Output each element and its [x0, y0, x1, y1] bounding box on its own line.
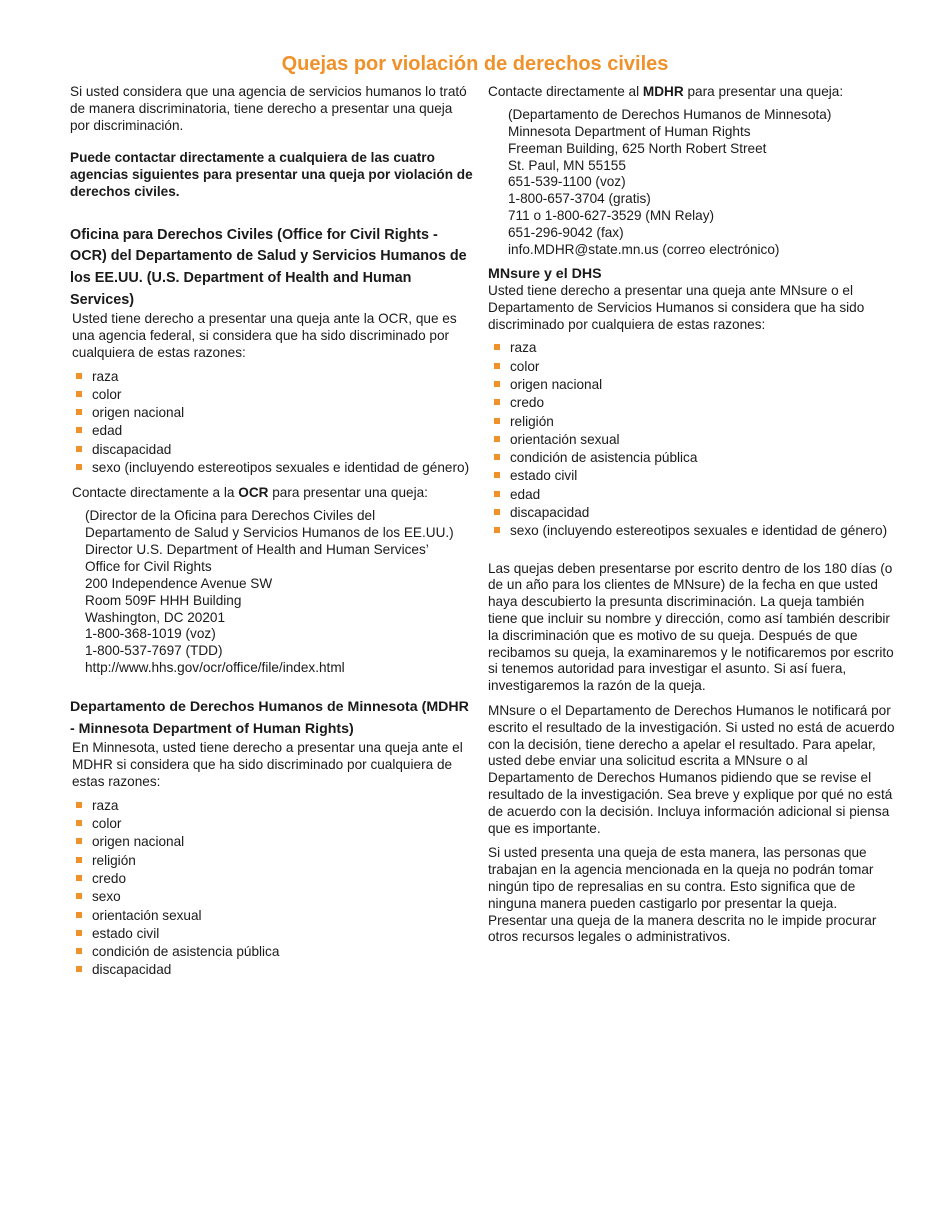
- list-item: [76, 888, 475, 906]
- list-item: [494, 339, 896, 357]
- list-item: [494, 413, 896, 431]
- list-item: [76, 368, 475, 386]
- bullet-square-icon: [76, 912, 82, 918]
- bullet-square-icon: [76, 446, 82, 452]
- bullet-square-icon: [76, 464, 82, 470]
- bullet-square-icon: [494, 527, 500, 533]
- bullet-square-icon: [76, 857, 82, 863]
- list-item: [76, 404, 475, 422]
- address-line: 651-539-1100 (voz): [508, 174, 626, 190]
- bullet-square-icon: [494, 509, 500, 515]
- mnsure-body: Usted tiene derecho a presentar una queja ante MNsure o el Departamento de Servicios Humanos si considera que ha sido discriminado por cualquiera de estas razones:: [488, 282, 865, 332]
- list-item: [76, 961, 475, 979]
- ocr-heading: Oficina para Derechos Civiles (Office for Civil Rights - OCR) del Departamento de Salud y Servicios Humanos de los EE.UU. (U.S. Department of Health and Human Services): [70, 226, 467, 308]
- bullet-square-icon: [494, 381, 500, 387]
- list-item-text: color: [92, 816, 122, 832]
- mdhr-body: En Minnesota, usted tiene derecho a presentar una queja ante el MDHR si considera que ha sido discriminado por cualquiera de estas razones:: [72, 740, 463, 789]
- bullet-square-icon: [76, 966, 82, 972]
- bullet-square-icon: [76, 427, 82, 433]
- list-item-text: estado civil: [92, 925, 160, 941]
- address-line: (Departamento de Derechos Humanos de Minnesota): [508, 106, 832, 122]
- bullet-square-icon: [494, 418, 500, 424]
- list-item-text: origen nacional: [510, 376, 603, 392]
- mdhr-contact-line: [488, 84, 896, 101]
- list-item-text: credo: [510, 395, 545, 411]
- intro-paragraph: Si usted considera que una agencia de servicios humanos lo trató de manera discriminatoria, tiene derecho a presentar una queja por discriminación.: [70, 84, 467, 133]
- list-item-text: discapacidad: [510, 505, 590, 521]
- list-item-text: condición de asistencia pública: [92, 944, 280, 960]
- mdhr-address: [488, 107, 896, 259]
- list-item: [494, 358, 896, 376]
- list-item-text: raza: [92, 368, 119, 384]
- address-line: (Director de la Oficina para Derechos Civiles del: [85, 508, 376, 524]
- bullet-square-icon: [76, 930, 82, 936]
- bullet-square-icon: [494, 436, 500, 442]
- list-item: [494, 376, 896, 394]
- mnsure-reasons-list: [488, 339, 896, 540]
- address-line: Minnesota Department of Human Rights: [508, 123, 751, 139]
- address-line: 1-800-657-3704 (gratis): [508, 191, 651, 207]
- mnsure-heading: MNsure y el DHS: [488, 265, 602, 282]
- bullet-square-icon: [494, 399, 500, 405]
- intro-bold-paragraph: Puede contactar directamente a cualquiera de las cuatro agencias siguientes para presentar una queja por violación de derechos civiles.: [70, 150, 473, 199]
- list-item: [76, 925, 475, 943]
- ocr-contact-bold: OCR: [238, 485, 269, 501]
- list-item-text: discapacidad: [92, 441, 172, 457]
- bullet-square-icon: [494, 363, 500, 369]
- list-item: [76, 459, 475, 477]
- page-title: Quejas por violación de derechos civiles: [281, 53, 669, 75]
- mdhr-reasons-list: [70, 797, 475, 980]
- ocr-body: Usted tiene derecho a presentar una queja ante la OCR, que es una agencia federal, si considera que ha sido discriminado por cualquiera de estas razones:: [72, 311, 457, 360]
- list-item: [76, 907, 475, 925]
- address-line: info.MDHR@state.mn.us (correo electrónico): [508, 242, 780, 258]
- list-item: [76, 870, 475, 888]
- list-item: [494, 394, 896, 412]
- list-item: [76, 386, 475, 404]
- mdhr-contact-pre: Contacte directamente al: [488, 84, 643, 99]
- list-item-text: origen nacional: [92, 834, 185, 850]
- ocr-contact-post: para presentar una queja:: [268, 485, 428, 501]
- list-item: [76, 852, 475, 870]
- address-line: Freeman Building, 625 North Robert Street: [508, 140, 767, 156]
- list-item: [76, 943, 475, 961]
- mdhr-contact-post: para presentar una queja:: [683, 84, 844, 99]
- list-item-text: raza: [510, 340, 537, 356]
- list-item: [494, 522, 896, 540]
- bullet-square-icon: [76, 820, 82, 826]
- list-item-text: discapacidad: [92, 962, 172, 978]
- list-item: [76, 833, 475, 851]
- address-line: Director U.S. Department of Health and Human Services’: [85, 541, 429, 557]
- list-item-text: orientación sexual: [92, 907, 202, 923]
- left-column: [70, 84, 475, 980]
- bullet-square-icon: [76, 893, 82, 899]
- list-item-text: estado civil: [510, 468, 578, 484]
- list-item: [76, 441, 475, 459]
- list-item-text: color: [92, 386, 122, 402]
- bullet-square-icon: [76, 948, 82, 954]
- list-item: [76, 422, 475, 440]
- ocr-contact-pre: Contacte directamente a la: [72, 485, 239, 501]
- list-item: [494, 467, 896, 485]
- list-item-text: edad: [510, 486, 541, 502]
- ocr-address: [70, 508, 475, 677]
- list-item-text: credo: [92, 870, 127, 886]
- list-item-text: sexo (incluyendo estereotipos sexuales e identidad de género): [92, 460, 470, 476]
- mnsure-paragraph-1: Las quejas deben presentarse por escrito dentro de los 180 días (o de un año para los clientes de MNsure) de la fecha en que usted haya descubierto la presunta discriminación. La queja también tiene que incluir su nombre y dirección, como así también describir la discriminación que es motivo de su queja. Después de que recibamos su queja, la examinaremos y le notificaremos por escrito si tenemos autoridad para investigar el asunto. Si así fuera, investigaremos la razón de la queja.: [488, 560, 894, 694]
- bullet-square-icon: [76, 373, 82, 379]
- list-item-text: color: [510, 358, 540, 374]
- list-item: [494, 486, 896, 504]
- address-line: 711 o 1-800-627-3529 (MN Relay): [508, 208, 715, 224]
- mnsure-paragraph-2: MNsure o el Departamento de Derechos Humanos le notificará por escrito el resultado de la investigación. Si usted no está de acuerdo con la decisión, tiene derecho a apelar el resultado. Para apelar, usted debe enviar una solicitud escrita a MNsure o al Departamento de Derechos Humanos pidiendo que se revise el resultado de la investigación. Sea breve y explique por qué no está de acuerdo con la decisión. Incluya información adicional si piensa que es importante.: [488, 702, 895, 836]
- bullet-square-icon: [76, 838, 82, 844]
- list-item-text: sexo: [92, 889, 121, 905]
- mdhr-contact-bold: MDHR: [642, 84, 684, 99]
- ocr-contact-line: [70, 485, 475, 502]
- bullet-square-icon: [76, 391, 82, 397]
- address-line: Office for Civil Rights: [85, 558, 212, 574]
- list-item-text: religión: [510, 413, 554, 429]
- address-line: http://www.hhs.gov/ocr/office/file/index.html: [85, 660, 345, 676]
- address-line: Washington, DC 20201: [85, 609, 226, 625]
- bullet-square-icon: [76, 802, 82, 808]
- address-line: 1-800-537-7697 (TDD): [85, 643, 223, 659]
- address-line: Room 509F HHH Building: [85, 592, 242, 608]
- list-item-text: raza: [92, 797, 119, 813]
- list-item-text: edad: [92, 423, 123, 439]
- address-line: 651-296-9042 (fax): [508, 225, 624, 241]
- address-line: Departamento de Salud y Servicios Humanos de los EE.UU.): [85, 525, 454, 541]
- address-line: St. Paul, MN 55155: [508, 157, 626, 173]
- list-item: [494, 431, 896, 449]
- bullet-square-icon: [76, 409, 82, 415]
- mnsure-paragraph-3: Si usted presenta una queja de esta manera, las personas que trabajan en la agencia mencionada en la queja no podrán tomar ningún tipo de represalias en su contra. Esto significa que de ninguna manera pueden castigarlo por presentar la queja. Presentar una queja de la manera descrita no le impide procurar otros recursos legales o administrativos.: [488, 845, 877, 945]
- list-item-text: condición de asistencia pública: [510, 450, 698, 466]
- address-line: 1-800-368-1019 (voz): [85, 626, 216, 642]
- list-item: [494, 449, 896, 467]
- list-item: [494, 504, 896, 522]
- list-item-text: origen nacional: [92, 405, 185, 421]
- list-item-text: religión: [92, 852, 136, 868]
- mdhr-heading: Departamento de Derechos Humanos de Minnesota (MDHR - Minnesota Department of Human Rights): [70, 699, 469, 737]
- bullet-square-icon: [76, 875, 82, 881]
- list-item-text: orientación sexual: [510, 431, 620, 447]
- list-item: [76, 797, 475, 815]
- bullet-square-icon: [494, 344, 500, 350]
- bullet-square-icon: [494, 472, 500, 478]
- list-item-text: sexo (incluyendo estereotipos sexuales e identidad de género): [510, 523, 888, 539]
- bullet-square-icon: [494, 454, 500, 460]
- address-line: 200 Independence Avenue SW: [85, 575, 273, 591]
- list-item: [76, 815, 475, 833]
- right-column: [488, 84, 896, 946]
- bullet-square-icon: [494, 491, 500, 497]
- ocr-reasons-list: [70, 368, 475, 478]
